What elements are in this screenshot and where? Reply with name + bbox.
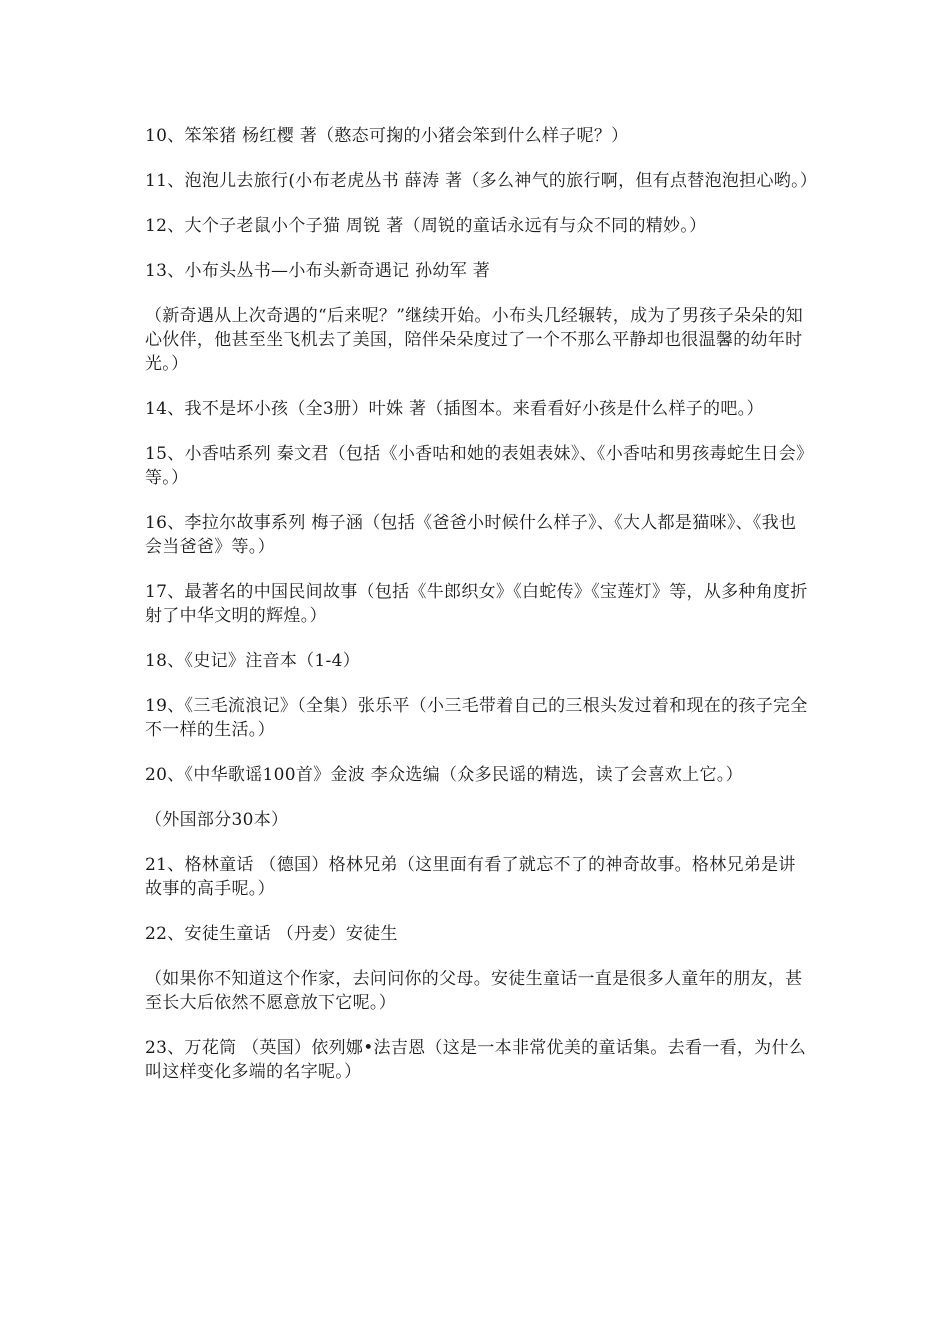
section-heading-foreign: （外国部分30本） [145, 810, 289, 830]
list-item-16: 16、李拉尔故事系列 梅子涵（包括《爸爸小时候什么样子》、《大人都是猫咪》、《我也会当爸爸》等。） [145, 513, 797, 557]
list-item-21: 21、格林童话 （德国）格林兄弟（这里面有看了就忘不了的神奇故事。格林兄弟是讲故事的高手呢。） [145, 855, 796, 899]
list-item-15: 15、小香咕系列 秦文君（包括《小香咕和她的表姐表妹》、《小香咕和男孩毒蛇生日会》等。） [145, 444, 805, 488]
list-item-17: 17、最著名的中国民间故事（包括《牛郎织女》《白蛇传》《宝莲灯》等，从多种角度折射了中华文明的辉煌。） [145, 582, 808, 626]
list-item-23: 23、万花筒 （英国）依列娜•法吉恩（这是一本非常优美的童话集。去看一看，为什么叫这样变化多端的名字呢。） [145, 1038, 807, 1082]
list-item-22: 22、安徒生童话 （丹麦）安徒生 [145, 924, 398, 944]
list-item-14: 14、我不是坏小孩（全3册）叶姝 著（插图本。来看看好小孩是什么样子的吧。） [145, 399, 764, 419]
list-item-13-description: （新奇遇从上次奇遇的“后来呢？”继续开始。小布头几经辗转，成为了男孩子朵朵的知心伙伴，他甚至坐飞机去了美国，陪伴朵朵度过了一个不那么平静却也很温馨的幼年时光。） [145, 306, 804, 374]
list-item-10: 10、笨笨猪 杨红樱 著（憨态可掬的小猪会笨到什么样子呢？） [145, 126, 629, 146]
list-item-18: 18、《史记》注音本（1-4） [145, 651, 361, 671]
list-item-12: 12、大个子老鼠小个子猫 周锐 著（周锐的童话永远有与众不同的精妙。） [145, 216, 707, 236]
list-item-22-description: （如果你不知道这个作家，去问问你的父母。安徒生童话一直是很多人童年的朋友，甚至长大后依然不愿意放下它呢。） [145, 969, 803, 1013]
list-item-19: 19、《三毛流浪记》（全集）张乐平（小三毛带着自己的三根头发过着和现在的孩子完全不一样的生活。） [145, 696, 808, 740]
list-item-11: 11、泡泡儿去旅行(小布老虎丛书 薛涛 著（多么神气的旅行啊，但有点替泡泡担心哟。） [145, 171, 818, 191]
book-list [145, 124, 818, 1105]
list-item-13: 13、小布头丛书—小布头新奇遇记 孙幼军 著 [145, 261, 491, 281]
list-item-20: 20、《中华歌谣100首》金波 李众选编（众多民谣的精选，读了会喜欢上它。） [145, 765, 743, 785]
